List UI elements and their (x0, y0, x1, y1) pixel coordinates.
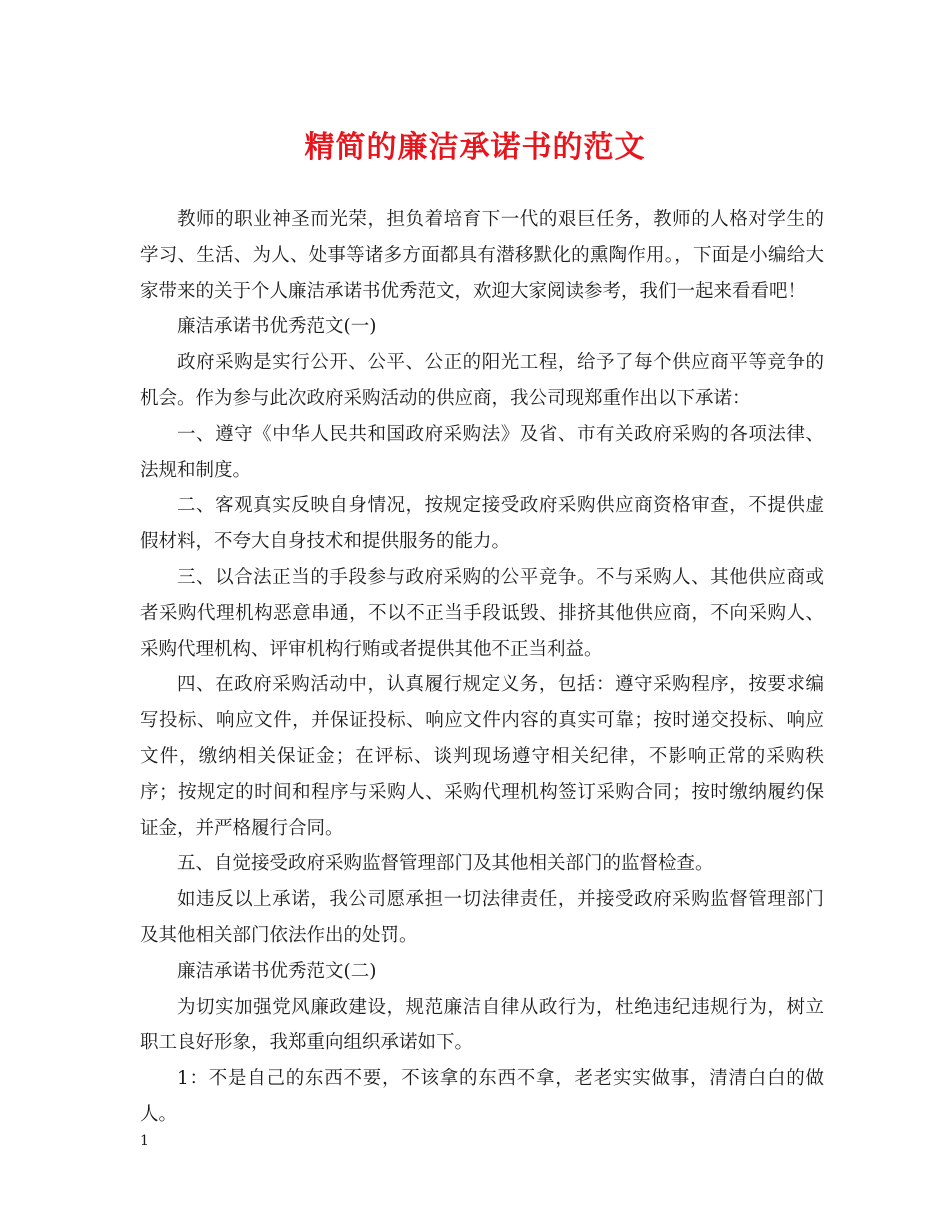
paragraph: 为切实加强党风廉政建设，规范廉洁自律从政行为，杜绝违纪违规行为，树立职工良好形象，我郑重向组织承诺如下。 (140, 996, 824, 1054)
section-heading-2: 廉洁承诺书优秀范文(二) (177, 960, 377, 982)
page-number: 1 (140, 1133, 149, 1149)
commitment-item-4: 四、在政府采购活动中，认真履行规定义务，包括：遵守采购程序，按要求编写投标、响应文件，并保证投标、响应文件内容的真实可靠；按时递交投标、响应文件，缴纳相关保证金；在评标、谈判现场遵守相关纪律，不影响正常的采购秩序；按规定的时间和程序与采购人、采购代理机构签订采购合同；按时缴纳履约保证金，并严格履行合同。 (140, 674, 824, 839)
document-body (140, 202, 824, 1133)
commitment-item-2: 二、客观真实反映自身情况，按规定接受政府采购供应商资格审查，不提供虚假材料，不夸大自身技术和提供服务的能力。 (140, 495, 824, 553)
commitment-item-3: 三、以合法正当的手段参与政府采购的公平竞争。不与采购人、其他供应商或者采购代理机构恶意串通，不以不正当手段诋毁、排挤其他供应商，不向采购人、采购代理机构、评审机构行贿或者提供其他不正当利益。 (140, 566, 824, 660)
document-title: 精简的廉洁承诺书的范文 (304, 130, 646, 165)
numbered-item-1: 1：不是自己的东西不要，不该拿的东西不拿，老老实实做事，清清白白的做人。 (140, 1068, 824, 1125)
paragraph: 如违反以上承诺，我公司愿承担一切法律责任，并接受政府采购监督管理部门及其他相关部门依法作出的处罚。 (140, 889, 824, 946)
section-heading-1: 廉洁承诺书优秀范文(一) (177, 316, 377, 338)
commitment-item-5: 五、自觉接受政府采购监督管理部门及其他相关部门的监督检查。 (177, 853, 714, 875)
commitment-item-1: 一、遵守《中华人民共和国政府采购法》及省、市有关政府采购的各项法律、法规和制度。 (140, 423, 824, 481)
intro-paragraph: 教师的职业神圣而光荣，担负着培育下一代的艰巨任务，教师的人格对学生的学习、生活、为人、处事等诸多方面都具有潜移默化的熏陶作用。，下面是小编给大家带来的关于个人廉洁承诺书优秀范文，欢迎大家阅读参考，我们一起来看看吧！ (140, 209, 824, 302)
paragraph: 政府采购是实行公开、公平、公正的阳光工程，给予了每个供应商平等竞争的机会。作为参与此次政府采购活动的供应商，我公司现郑重作出以下承诺： (140, 352, 824, 409)
